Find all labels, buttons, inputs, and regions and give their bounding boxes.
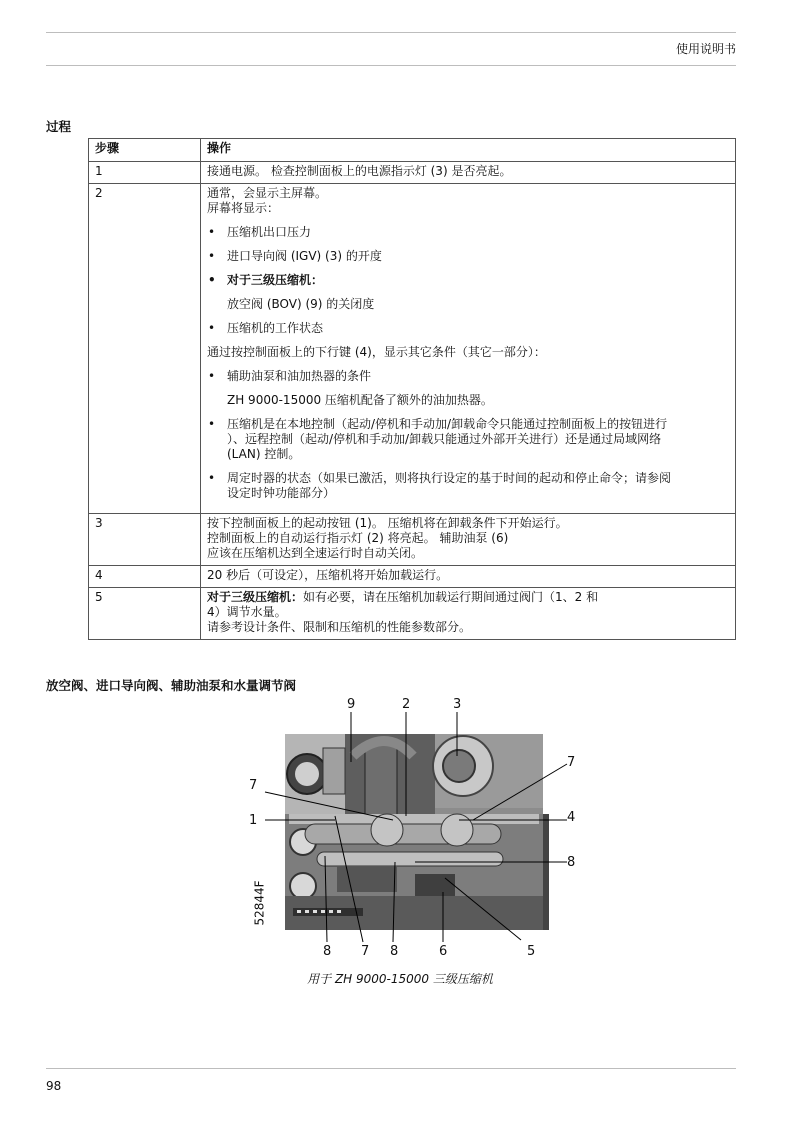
page-number: 98 <box>46 1079 62 1093</box>
step-number: 3 <box>89 514 201 566</box>
bullet-subtext: 放空阀 (BOV) (9) 的关闭度 <box>227 297 375 311</box>
procedure-table <box>88 138 736 640</box>
bullet-item: • 周定时器的状态（如果已激活，则将执行设定的基于时间的起动和停止命令；请参阅 设定时钟功能部分） <box>208 471 672 500</box>
compressor-figure <box>245 696 585 961</box>
figure-code: 52844F <box>252 880 267 926</box>
bullet-item: • 进口导向阀 (IGV) (3) 的开度 <box>208 249 382 263</box>
column-header-action: 操作 <box>201 139 736 162</box>
step-text: 请参考设计条件、限制和压缩机的性能参数部分。 <box>207 620 472 634</box>
callout-label: 7 <box>249 778 258 793</box>
section-title-procedure: 过程 <box>46 119 72 134</box>
step-number: 1 <box>89 162 201 184</box>
step-content <box>201 588 736 640</box>
step-text: 按下控制面板上的起动按钮 (1)。 压缩机将在卸载条件下开始运行。 <box>207 516 568 530</box>
callout-label: 8 <box>390 944 399 959</box>
callout-label: 8 <box>567 855 576 870</box>
callout-label: 1 <box>249 813 258 828</box>
step-text: 控制面板上的自动运行指示灯 (2) 将亮起。 辅助油泵 (6) <box>207 531 509 545</box>
bullet-item: • 辅助油泵和油加热器的条件 <box>208 369 372 383</box>
bullet-subtext: ZH 9000-15000 压缩机配备了额外的油加热器。 <box>227 393 493 407</box>
step-text: 4）调节水量。 <box>207 605 287 619</box>
column-header-step: 步骤 <box>89 139 201 162</box>
step-text: 通过按控制面板上的下行键 (4)，显示其它条件（其它一部分）： <box>207 345 546 359</box>
step-content <box>201 184 736 514</box>
step-text: 屏幕将显示： <box>207 201 280 215</box>
callout-label: 8 <box>323 944 332 959</box>
step-content <box>201 514 736 566</box>
figure-caption: 用于 ZH 9000-15000 三级压缩机 <box>307 972 493 986</box>
step-text: 接通电源。 检查控制面板上的电源指示灯 (3) 是否亮起。 <box>201 162 736 184</box>
callout-label: 7 <box>361 944 370 959</box>
compressor-photo <box>245 696 585 961</box>
step-number: 2 <box>89 184 201 514</box>
step-text: 20 秒后（可设定），压缩机将开始加载运行。 <box>201 566 736 588</box>
section-title-valves: 放空阀、进口导向阀、辅助油泵和水量调节阀 <box>46 678 297 693</box>
header-rule-top <box>46 32 736 33</box>
step-number: 5 <box>89 588 201 640</box>
bullet-item: • 压缩机出口压力 <box>208 225 312 239</box>
step-text: 通常，会显示主屏幕。 <box>207 186 328 200</box>
callout-label: 2 <box>402 697 411 712</box>
table-row <box>89 162 736 184</box>
table-row <box>89 514 736 566</box>
bullet-item: • 压缩机的工作状态 <box>208 321 324 335</box>
table-header-row <box>89 139 736 162</box>
footer-rule <box>46 1068 736 1069</box>
callout-label: 6 <box>439 944 448 959</box>
callout-label: 9 <box>347 697 356 712</box>
table-row <box>89 184 736 514</box>
bullet-item: • 对于三级压缩机： <box>208 273 324 287</box>
callout-label: 7 <box>567 755 576 770</box>
header-rule-bottom <box>46 65 736 66</box>
step-text: 应该在压缩机达到全速运行时自动关闭。 <box>207 546 424 560</box>
document-title: 使用说明书 <box>675 42 736 56</box>
callout-label: 5 <box>527 944 536 959</box>
table-row <box>89 566 736 588</box>
callout-label: 3 <box>453 697 462 712</box>
step-number: 4 <box>89 566 201 588</box>
bullet-item: • 压缩机是在本地控制（起动/停机和手动加/卸载命令只能通过控制面板上的按钮进行 ）、远程控制（起动/停机和手动加/卸载只能通过外部开关进行）还是通过局域网络 (LAN) 控制。 <box>208 417 668 461</box>
table-row <box>89 588 736 640</box>
callout-label: 4 <box>567 810 576 825</box>
step-text: 对于三级压缩机：如有必要，请在压缩机加载运行期间通过阀门（1、2 和 <box>207 590 599 604</box>
